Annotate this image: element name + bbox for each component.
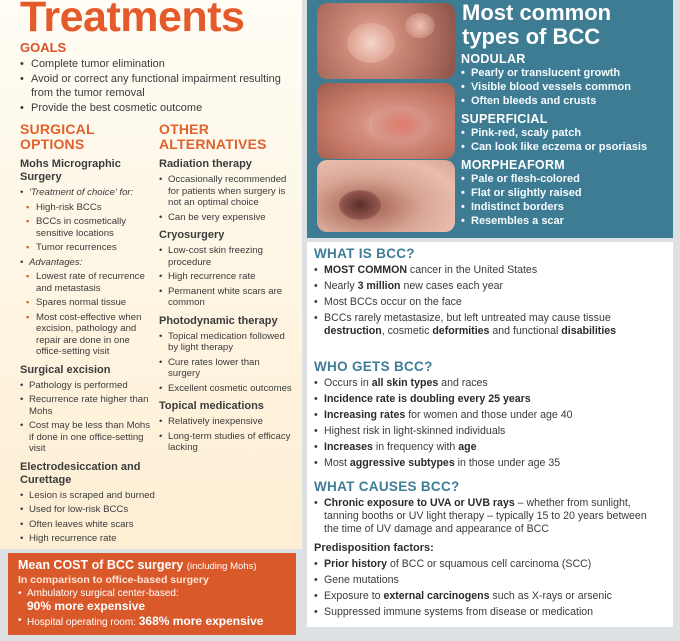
predisposition-heading: Predisposition factors: bbox=[314, 542, 434, 554]
what-heading: WHAT IS BCC? bbox=[314, 246, 415, 261]
topical-heading: Topical medications bbox=[159, 400, 264, 412]
list-item: ▪ High-risk BCCs bbox=[20, 202, 155, 214]
list-item: • Often leaves white scars bbox=[20, 519, 155, 531]
list-item: • BCCs rarely metastasize, but left untreated may cause tissue destruction, cosmetic deformities and functional disabilities bbox=[314, 312, 664, 338]
list-item: ▪ Tumor recurrences bbox=[20, 242, 155, 254]
pdt-list bbox=[159, 331, 294, 395]
goals-list bbox=[20, 57, 290, 116]
list-item: • Nearly 3 million new cases each year bbox=[314, 280, 664, 293]
cost-subheading: In comparison to office-based surgery bbox=[18, 574, 209, 586]
morpheaform-photo bbox=[317, 160, 455, 232]
cryo-heading: Cryosurgery bbox=[159, 229, 225, 241]
list-item: • Occasionally recommended for patients when surgery is not an optimal choice bbox=[159, 174, 294, 209]
list-item: • High recurrence rate bbox=[159, 271, 294, 283]
nodular-block bbox=[461, 52, 671, 108]
radiation-heading: Radiation therapy bbox=[159, 158, 252, 170]
list-item: • Pale or flesh-colored bbox=[461, 172, 671, 186]
list-item: • Excellent cosmetic outcomes bbox=[159, 383, 294, 395]
other-heading: OTHER ALTERNATIVES bbox=[159, 121, 267, 152]
pdt-heading: Photodynamic therapy bbox=[159, 314, 278, 327]
superficial-photo bbox=[317, 83, 455, 159]
list-item: • Resembles a scar bbox=[461, 214, 671, 228]
list-item: • Most aggressive subtypes in those under age 35 bbox=[314, 457, 664, 470]
excision-heading: Surgical excision bbox=[20, 363, 111, 376]
list-item: • Suppressed immune systems from disease or medication bbox=[314, 606, 664, 619]
list-item: • Prior history of BCC or squamous cell carcinoma (SCC) bbox=[314, 558, 664, 571]
list-item: • 'Treatment of choice' for: bbox=[20, 187, 155, 199]
ed-heading: Electrodesiccation and Curettage bbox=[20, 460, 141, 486]
list-item: • Often bleeds and crusts bbox=[461, 94, 671, 108]
cost-box bbox=[8, 553, 296, 635]
excision-list bbox=[20, 380, 155, 455]
surgical-heading: SURGICAL OPTIONS bbox=[20, 121, 95, 152]
list-item: • High recurrence rate bbox=[20, 533, 155, 545]
list-item: • Topical medication followed by light therapy bbox=[159, 331, 294, 354]
list-item: • Used for low-risk BCCs bbox=[20, 504, 155, 516]
list-item: • Cost may be less than Mohs if done in one office-setting visit bbox=[20, 420, 155, 455]
list-item: ▪ Lowest rate of recurrence and metastasis bbox=[20, 271, 155, 294]
goal-item: • Complete tumor elimination bbox=[20, 57, 290, 71]
list-item: • Increases in frequency with age bbox=[314, 441, 664, 454]
list-item: • Lesion is scraped and burned bbox=[20, 490, 155, 502]
mohs-heading: Mohs Micrographic Surgery bbox=[20, 158, 121, 183]
list-item: • Low-cost skin freezing procedure bbox=[159, 245, 294, 268]
causes-list bbox=[314, 497, 664, 539]
superficial-heading: SUPERFICIAL bbox=[461, 112, 548, 126]
bcc-types-panel bbox=[307, 0, 673, 238]
topical-list bbox=[159, 416, 294, 454]
predisposition-list bbox=[314, 558, 664, 622]
who-list bbox=[314, 377, 664, 473]
list-item: • Hospital operating room: 368% more expensive bbox=[18, 615, 286, 629]
list-item: • MOST COMMON cancer in the United States bbox=[314, 264, 664, 277]
list-item: • Pearly or translucent growth bbox=[461, 66, 671, 80]
who-heading: WHO GETS BCC? bbox=[314, 359, 433, 374]
radiation-list bbox=[159, 174, 294, 223]
list-item: • Pathology is performed bbox=[20, 380, 155, 392]
treatments-title: Treatments bbox=[20, 0, 245, 41]
list-item: • Flat or slightly raised bbox=[461, 186, 671, 200]
list-item: ▪ Spares normal tissue bbox=[20, 297, 155, 309]
other-alternatives-column bbox=[159, 122, 294, 454]
cost-heading: Mean COST of BCC surgery (including Mohs) bbox=[18, 558, 257, 572]
superficial-block bbox=[461, 112, 671, 154]
bcc-info-panel bbox=[307, 242, 673, 627]
list-item: • Increasing rates for women and those under age 40 bbox=[314, 409, 664, 422]
list-item: • Relatively inexpensive bbox=[159, 416, 294, 428]
list-item: • Permanent white scars are common bbox=[159, 286, 294, 309]
surgical-options-column bbox=[20, 122, 155, 545]
list-item: • Occurs in all skin types and races bbox=[314, 377, 664, 390]
goals-heading: GOALS bbox=[20, 40, 67, 55]
list-item: • Ambulatory surgical center-based: 90% more expensive bbox=[18, 588, 286, 614]
mohs-list bbox=[20, 187, 155, 358]
list-item: • Most BCCs occur on the face bbox=[314, 296, 664, 309]
list-item: • Long-term studies of efficacy lacking bbox=[159, 431, 294, 454]
list-item: • Visible blood vessels common bbox=[461, 80, 671, 94]
list-item: • Exposure to external carcinogens such as X-rays or arsenic bbox=[314, 590, 664, 603]
list-item: • Can be very expensive bbox=[159, 212, 294, 224]
treatments-panel bbox=[0, 0, 302, 549]
goal-item: • Avoid or correct any functional impairment resulting from the tumor removal bbox=[20, 72, 290, 100]
ed-list bbox=[20, 490, 155, 545]
list-item: • Chronic exposure to UVA or UVB rays – whether from sunlight, tanning booths or UV light therapy – typically 15 to 20 years between the time of UV damage and appearance of BCC bbox=[314, 497, 664, 536]
list-item: • Cure rates lower than surgery bbox=[159, 357, 294, 380]
list-item: • Can look like eczema or psoriasis bbox=[461, 140, 671, 154]
list-item: • Advantages: bbox=[20, 257, 155, 269]
cryo-list bbox=[159, 245, 294, 309]
goal-item: • Provide the best cosmetic outcome bbox=[20, 101, 290, 115]
nodular-heading: NODULAR bbox=[461, 52, 526, 66]
nodular-photo bbox=[317, 3, 455, 79]
list-item: • Pink-red, scaly patch bbox=[461, 126, 671, 140]
list-item: ▪ Most cost-effective when excision, pathology and repair are done in one office-setting visit bbox=[20, 312, 155, 358]
what-list bbox=[314, 264, 664, 341]
causes-heading: WHAT CAUSES BCC? bbox=[314, 479, 460, 494]
list-item: • Indistinct borders bbox=[461, 200, 671, 214]
cost-list bbox=[18, 588, 286, 629]
bcc-types-title: Most common types of BCC bbox=[462, 0, 612, 49]
list-item: ▪ BCCs in cosmetically sensitive locations bbox=[20, 216, 155, 239]
list-item: • Gene mutations bbox=[314, 574, 664, 587]
list-item: • Recurrence rate higher than Mohs bbox=[20, 394, 155, 417]
morpheaform-block bbox=[461, 158, 671, 228]
morpheaform-heading: MORPHEAFORM bbox=[461, 158, 565, 172]
list-item: • Incidence rate is doubling every 25 years bbox=[314, 393, 664, 406]
list-item: • Highest risk in light-skinned individuals bbox=[314, 425, 664, 438]
